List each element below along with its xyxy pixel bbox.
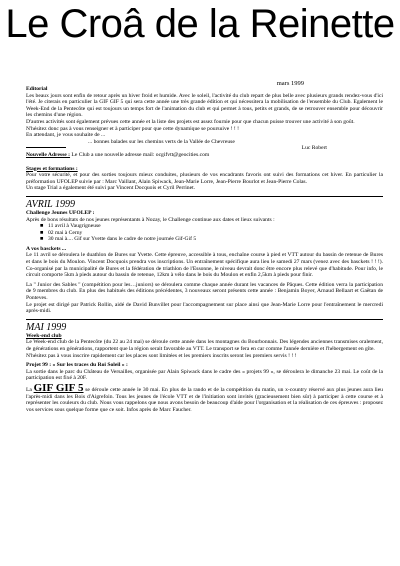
bullet-icon: ■ bbox=[40, 223, 44, 230]
editorial-paragraph-3: N'hésitez donc pas à vous renseigner et à participer pour que cette dynamique se poursuive ! ! ! bbox=[26, 125, 240, 132]
bullet-text: 02 mai à Cerny bbox=[48, 229, 83, 236]
section-title-mai: MAI 1999 bbox=[26, 321, 67, 333]
bullet-icon: ■ bbox=[40, 229, 44, 236]
signature-name: Luc Robert bbox=[301, 145, 327, 152]
issue-date: mars 1999 bbox=[276, 80, 304, 87]
signature-divider bbox=[26, 147, 66, 148]
weekend-paragraph-2: N'hésitez pas à vous inscrire rapidement car les places sont limitées et les premiers inscrits seront les premiers servis ! ! ! bbox=[26, 352, 297, 359]
section-title-avril: AVRIL 1999 bbox=[26, 198, 76, 210]
stages-paragraph-1: Pour votre sécurité, et pour des sorties toujours mieux conduites, plusieurs de vos encadrants favoris ont suivi des formations cet hiver. En particulier la préformation UFOLEP suivie par : Marc Vaillant, Alain Spiwack, Jean-Marie Lorre, Jean-Pierre Bourlot et Jean-Pierre Colas. bbox=[26, 172, 383, 185]
section-divider-mai bbox=[26, 319, 383, 320]
junior-sables-paragraph-2: Le projet est dirigé par Patrick Rollin, aidé de David Bunvillet pour l'accompagnement sur place ainsi que Jean-Marie Lorre pour l'entraînement le mercredi après-midi. bbox=[26, 301, 383, 315]
gif-paragraph bbox=[26, 381, 383, 413]
bullet-text: 11 avril à Vaugrigneuse bbox=[48, 223, 101, 230]
editorial-paragraph-2: D'autres activités sont également prévues cette année et la liste des projets est assez fournie pour que chacun puisse trouver une activité à son goût. bbox=[26, 118, 355, 125]
new-address-label: Nouvelle Adresse : bbox=[26, 151, 71, 158]
editorial-signature-row bbox=[26, 139, 383, 146]
list-item bbox=[40, 236, 383, 243]
signature-block bbox=[26, 145, 383, 152]
duathlon-paragraph: Le 11 avril se déroulera le duathlon de Bures sur Yvette. Cette épreuve, accessible à tous, enchaîne course à pied et VTT autour du bassin de retenue de Bures et dans le bois du Moulon. Vincent Docquois prendra vos inscriptions. Un entraînement spécifique aura lieu le samedi 27 mars (venez avec des basckets ! ! !). Co-organisé par la municipalité de Bures et la fédération de triathlon de l'Essonne, le niveau devrait donc être encore plus relevé que d'habitude. Pour info, le circuit comporte 5km à pieds autour du bassin de retenue, 12km à vélo dans le bois du Moulon et enfin 2,5km à pieds pour finir. bbox=[26, 252, 383, 279]
editorial-heading: Editorial bbox=[26, 86, 48, 92]
weekend-heading: Week-end club bbox=[26, 332, 62, 339]
list-item bbox=[40, 223, 383, 230]
weekend-paragraph: Le Week-end club de la Pentecôte (du 22 au 24 mai) se déroule cette année dans les montagnes du Bourbonnais. Des légendes anciennes transmises oralement, de générations en générations, rapportent que la région serait favorable au VTT. Le transport se fera en car comme l'année dernière et l'hébergement en gîte. bbox=[26, 339, 383, 352]
new-address-line bbox=[26, 152, 383, 159]
gif-text: se déroule cette année le 30 mai. En plus de la rando et de la compétition du matin, un x-country réservé aux plus jeunes aura lieu l'après-midi dans les Bois d'Aigrefoin. Tous les jeunes de l'école VTT et de l'initiation sont invités (gracieusement bien sûr) à participer à cette course et à représenter les couleurs du club. Nous vous rappelons que nous avons besoin de beaucoup d'aide pour l'organisation et la réalisation de ces épreuves : proposez vos services sous quelque forme que ce soit. Infos après de Marc Faucher. bbox=[26, 386, 383, 413]
editorial-paragraph-4: En attendant, je vous souhaite de ... bbox=[26, 132, 106, 139]
gif-lead: La bbox=[26, 386, 34, 393]
velos-heading: A vos basckets ... bbox=[26, 245, 67, 252]
challenge-text: Après de bons résultats de nos jeunes représentants à Nozay, le Challenge continue aux dates et lieux suivants : bbox=[26, 216, 275, 223]
bullet-icon: ■ bbox=[40, 236, 44, 243]
projet-heading: Projet 99 : « Sur les traces du Roi Soleil » : bbox=[26, 362, 128, 369]
section-divider-avril bbox=[26, 196, 383, 197]
challenge-heading: Challenge Jeunes UFOLEP : bbox=[26, 209, 95, 216]
bullet-text: 30 mai à.... Gif sur Yvette dans le cadre de notre journée Gif-Gif 5 bbox=[48, 236, 197, 243]
stages-paragraph-2: Un stage Trial a également été suivi par Vincent Docquois et Cyril Perrinet. bbox=[26, 185, 196, 192]
newsletter-content bbox=[26, 86, 383, 413]
newsletter-title: Le Croâ de la Reinette bbox=[5, 2, 395, 46]
new-address-text: Le Club a une nouvelle adresse mail: ocgifvtt@geocities.com bbox=[70, 151, 210, 158]
editorial-paragraph-5: ... bonnes balades sur les chemins verts de la Vallée de Chevreuse bbox=[88, 138, 235, 145]
junior-sables-paragraph: La " Junior des Sables " (compétition pour les…juniors) se déroulera comme chaque année durant les vacances de Pâques. Cette édition verra la participation de 9 membres du club. En plus des habitués des éditions précédentes, 3 nouveaux seront présents cette année : Benjamin Boyer, Arnaud Bellaart et Gaëtan de Ponteves. bbox=[26, 281, 383, 302]
editorial-paragraph-1: Les beaux jours sont enfin de retour après un hiver froid et humide. Avec le soleil, l'activité du club repart de plus belle avec plusieurs grands rendez-vous d'ici l'été. Je citerais en particulier la GIF GIF 5 qui sera cette année une très grande édition et qui nécessitera la mobilisation de l'ensemble du Club. Egalement le Week-End de la Pentecôte qui est toujours un temps fort de l'animation du club et qui permet à tous, petits et grands, de se retrouver ensemble pour découvrir les chemins d'une région. bbox=[26, 92, 383, 119]
stages-heading: Stages et formations : bbox=[26, 165, 78, 172]
projet-paragraph: La sortie dans le parc du Château de Versailles, organisée par Alain Spiwack dans le cadre des « projets 99 », se déroulera le dimanche 23 mai. Le coût de la participation est fixé à 20F. bbox=[26, 368, 383, 382]
gif-gif-5-title: GIF GIF 5 bbox=[33, 381, 84, 394]
